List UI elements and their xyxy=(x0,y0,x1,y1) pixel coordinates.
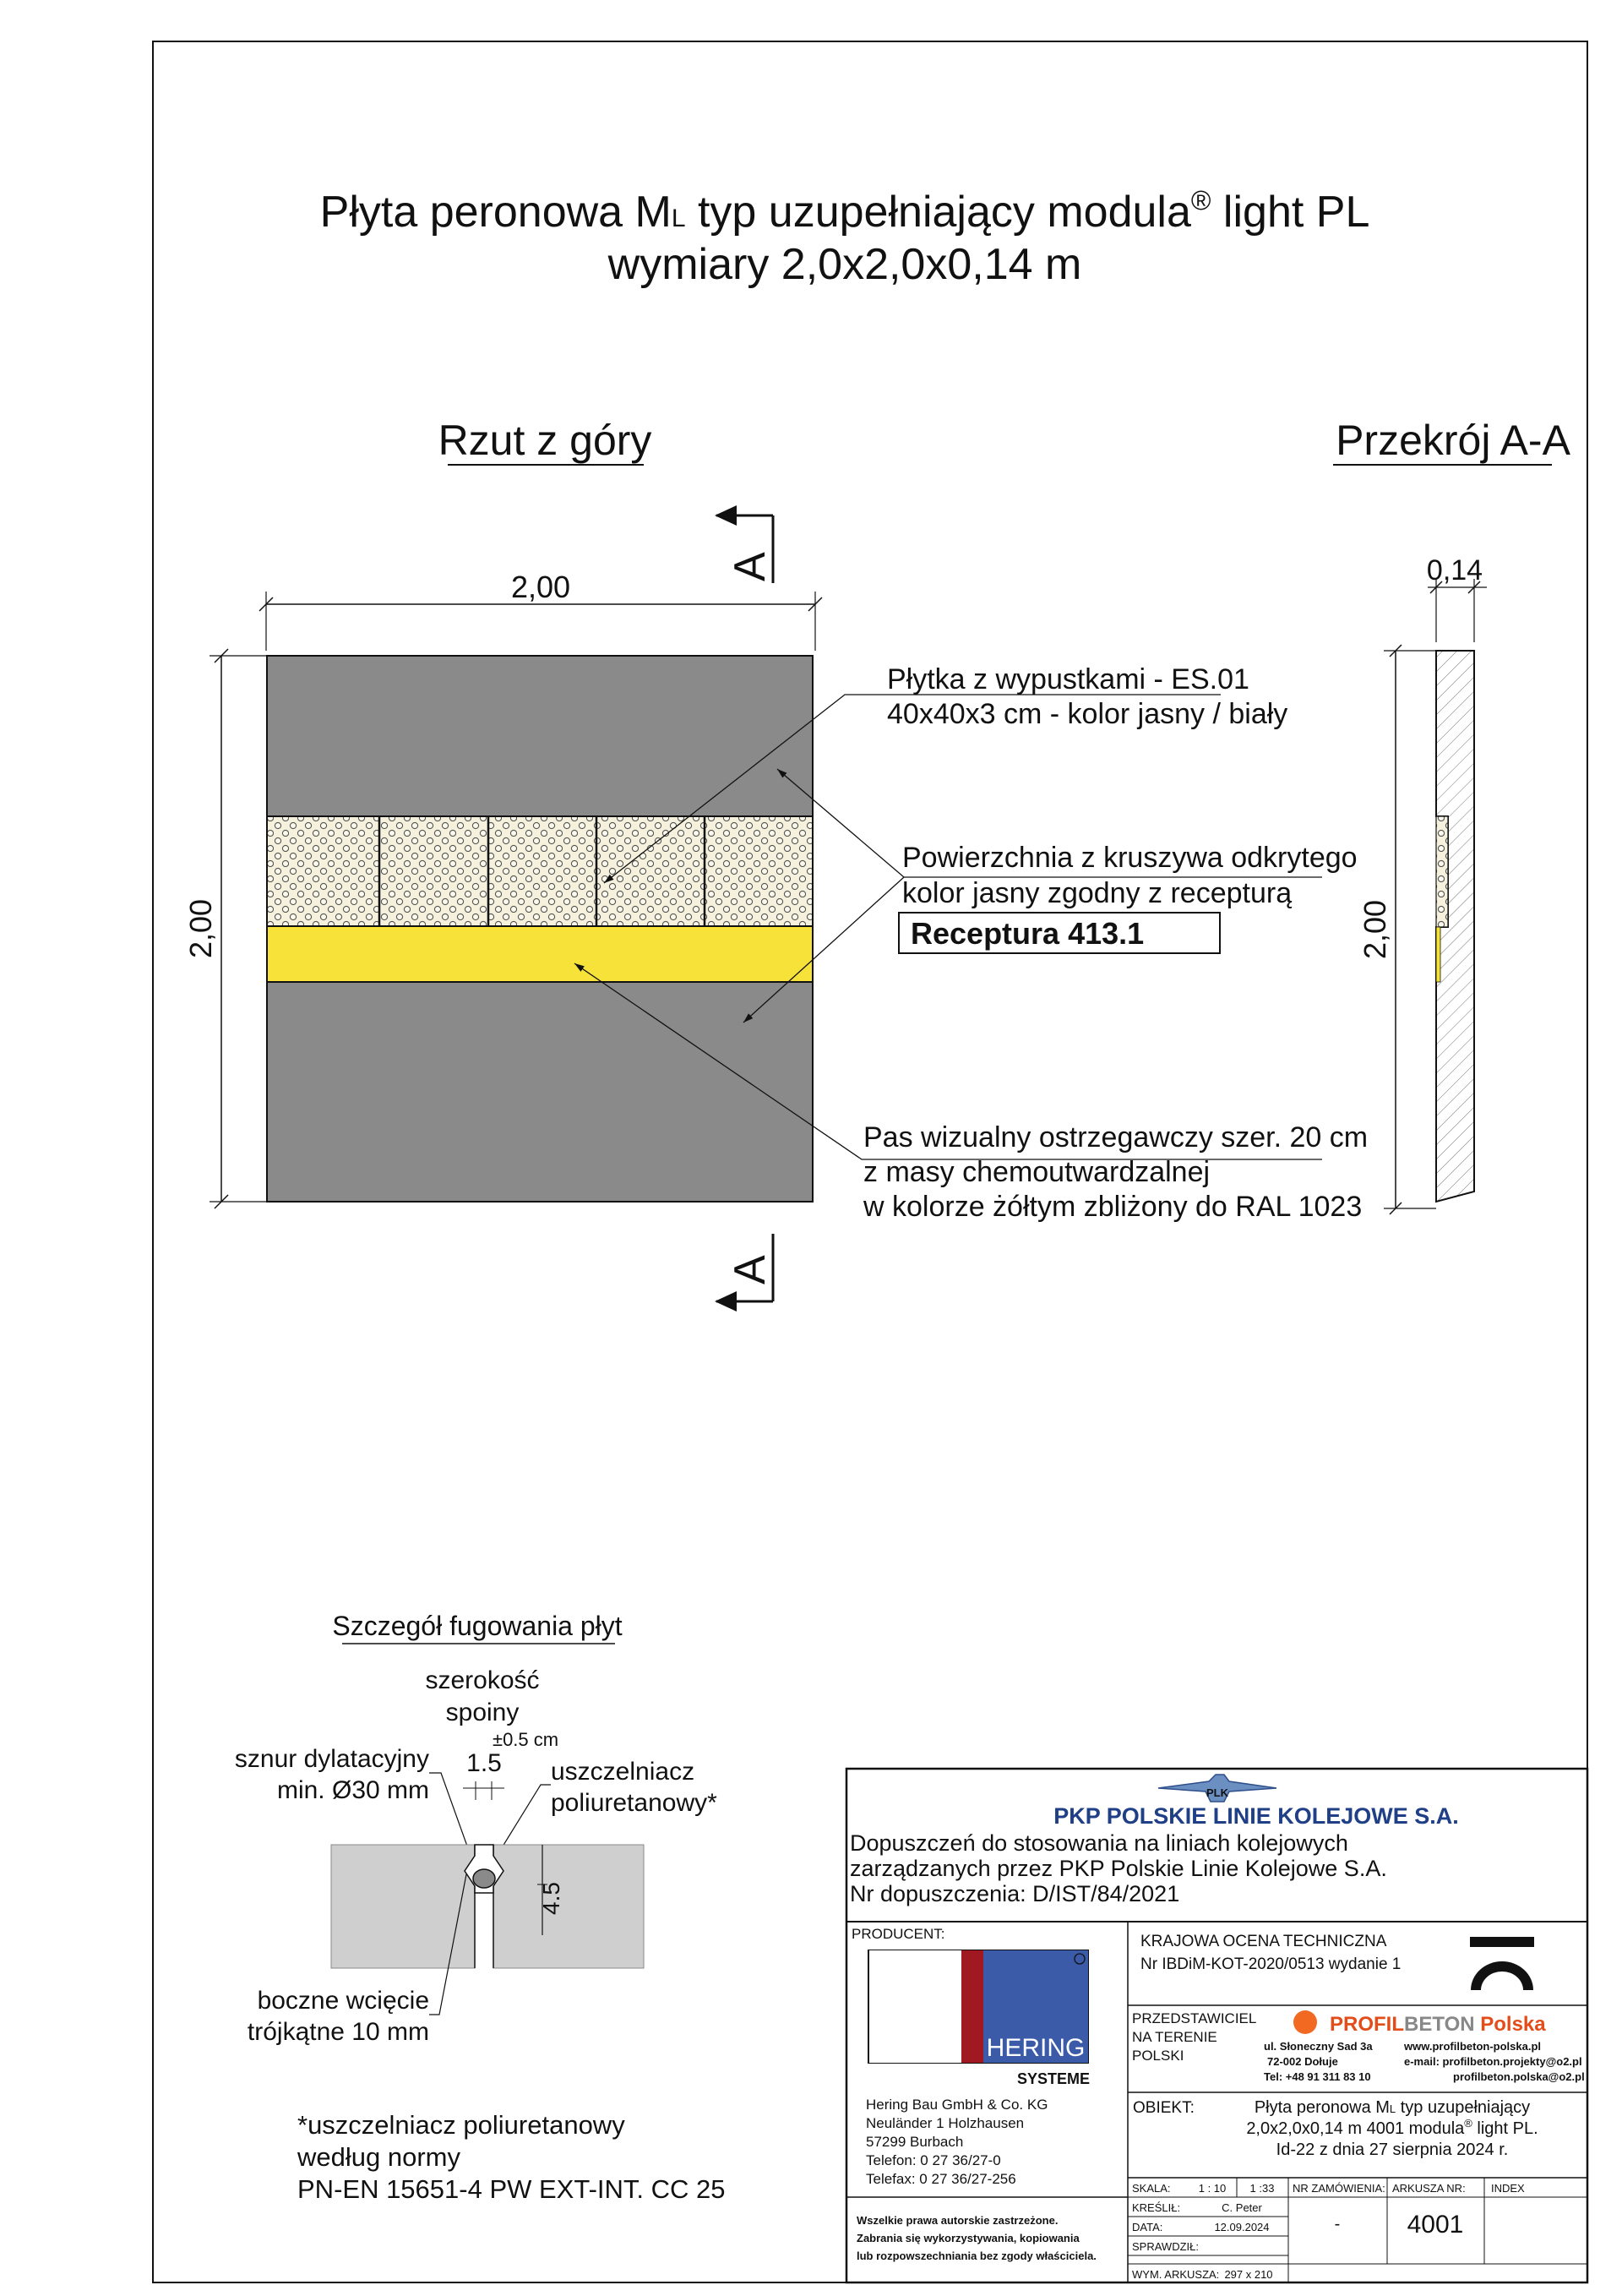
svg-text:DATA:: DATA: xyxy=(1132,2221,1163,2233)
svg-text:profilbeton.polska@o2.pl: profilbeton.polska@o2.pl xyxy=(1453,2070,1585,2083)
svg-text:poliuretanowy*: poliuretanowy* xyxy=(551,1789,717,1817)
svg-text:Pas wizualny ostrzegawczy szer: Pas wizualny ostrzegawczy szer. 20 cm xyxy=(863,1121,1369,1153)
svg-text:1 :33: 1 :33 xyxy=(1249,2182,1275,2195)
kot-logo xyxy=(1461,1925,1546,2001)
svg-text:Płyta peronowa ML typ uzupełni: Płyta peronowa ML typ uzupełniający xyxy=(1254,2098,1531,2117)
svg-text:12.09.2024: 12.09.2024 xyxy=(1214,2221,1270,2233)
svg-text:A: A xyxy=(726,552,775,581)
svg-text:1 : 10: 1 : 10 xyxy=(1198,2182,1227,2195)
svg-text:NR ZAMÓWIENIA:: NR ZAMÓWIENIA: xyxy=(1293,2182,1385,2195)
svg-text:A: A xyxy=(726,1255,775,1284)
svg-text:40x40x3 cm - kolor jasny / bia: 40x40x3 cm - kolor jasny / biały xyxy=(887,698,1288,730)
yellow-warning-stripe xyxy=(267,926,813,982)
svg-text:-: - xyxy=(1334,2215,1341,2233)
svg-text:Płytka z wypustkami - ES.01: Płytka z wypustkami - ES.01 xyxy=(887,663,1249,695)
svg-text:297 x 210: 297 x 210 xyxy=(1224,2268,1273,2281)
svg-text:Szczegół fugowania płyt: Szczegół fugowania płyt xyxy=(332,1611,623,1641)
svg-text:Telefax: 0 27 36/27-256: Telefax: 0 27 36/27-256 xyxy=(866,2171,1016,2187)
svg-text:e-mail: profilbeton.projekty@o: e-mail: profilbeton.projekty@o2.pl xyxy=(1404,2055,1582,2068)
joint-detail xyxy=(235,1611,726,2204)
svg-text:www.profilbeton-polska.pl: www.profilbeton-polska.pl xyxy=(1404,2040,1542,2053)
svg-text:PN-EN 15651-4 PW EXT-INT. CC 2: PN-EN 15651-4 PW EXT-INT. CC 25 xyxy=(297,2174,726,2204)
section-marker-bottom xyxy=(715,1234,775,1312)
svg-text:KREŚLIŁ:: KREŚLIŁ: xyxy=(1132,2201,1181,2214)
section-view-title: Przekrój A-A xyxy=(1336,417,1570,464)
svg-text:z masy chemoutwardzalnej: z masy chemoutwardzalnej xyxy=(863,1156,1211,1188)
svg-text:Hering Bau GmbH & Co. KG: Hering Bau GmbH & Co. KG xyxy=(866,2097,1048,2113)
svg-text:0,14: 0,14 xyxy=(1426,554,1483,586)
svg-text:2,00: 2,00 xyxy=(510,570,571,604)
svg-text:Receptura 413.1: Receptura 413.1 xyxy=(911,916,1145,951)
svg-text:według normy: według normy xyxy=(297,2142,460,2172)
page-title: Płyta peronowa ML typ uzupełniający modula® light PL xyxy=(319,185,1370,237)
svg-text:PRODUCENT:: PRODUCENT: xyxy=(852,1926,945,1942)
svg-text:4.5: 4.5 xyxy=(538,1882,564,1915)
svg-text:Telefon: 0 27 36/27-0: Telefon: 0 27 36/27-0 xyxy=(866,2152,1001,2168)
svg-text:min. Ø30 mm: min. Ø30 mm xyxy=(276,1776,429,1804)
svg-text:ul. Słoneczny Sad 3a: ul. Słoneczny Sad 3a xyxy=(1264,2040,1373,2053)
joint-cord xyxy=(473,1869,495,1888)
svg-text:spoiny: spoiny xyxy=(445,1699,520,1726)
profilbeton-logo xyxy=(1293,2010,1546,2036)
svg-text:NA TERENIE: NA TERENIE xyxy=(1132,2029,1217,2045)
svg-text:57299 Burbach: 57299 Burbach xyxy=(866,2134,964,2150)
svg-text:PROFILBETON Polska: PROFILBETON Polska xyxy=(1330,2013,1546,2036)
svg-text:SKALA:: SKALA: xyxy=(1132,2182,1171,2195)
svg-text:SPRAWDZIŁ:: SPRAWDZIŁ: xyxy=(1132,2240,1199,2253)
svg-text:Tel: +48 91 311 83 10: Tel: +48 91 311 83 10 xyxy=(1264,2070,1371,2083)
svg-text:sznur dylatacyjny: sznur dylatacyjny xyxy=(234,1745,429,1773)
section-marker-top xyxy=(715,505,775,583)
svg-text:zarządzanych przez PKP Polskie: zarządzanych przez PKP Polskie Linie Kolejowe S.A. xyxy=(850,1856,1387,1881)
svg-text:±0.5 cm: ±0.5 cm xyxy=(493,1729,559,1750)
svg-text:INDEX: INDEX xyxy=(1491,2182,1525,2195)
svg-text:1.5: 1.5 xyxy=(466,1749,502,1777)
svg-text:POLSKI: POLSKI xyxy=(1132,2048,1184,2064)
svg-text:szerokość: szerokość xyxy=(425,1666,540,1694)
svg-text:boczne wcięcie: boczne wcięcie xyxy=(257,1987,429,2015)
svg-text:C. Peter: C. Peter xyxy=(1222,2201,1262,2214)
title-block xyxy=(846,1769,1587,2282)
svg-text:uszczelniacz: uszczelniacz xyxy=(551,1758,695,1786)
svg-text:WYM. ARKUSZA:: WYM. ARKUSZA: xyxy=(1132,2268,1220,2281)
svg-text:kolor jasny zgodny z receptur: kolor jasny zgodny z recepturą xyxy=(902,877,1293,909)
svg-text:2,00: 2,00 xyxy=(1358,899,1392,960)
svg-text:PRZEDSTAWICIEL: PRZEDSTAWICIEL xyxy=(1132,2010,1257,2026)
plate-gray-bottom xyxy=(267,982,813,1202)
svg-text:Zabrania się wykorzystywania,: Zabrania się wykorzystywania, kopiowania xyxy=(857,2232,1080,2244)
plate-top-view xyxy=(267,656,813,1202)
svg-text:Powierzchnia z kruszywa odkryt: Powierzchnia z kruszywa odkrytego xyxy=(902,842,1358,874)
svg-text:Neuländer 1 Holzhausen: Neuländer 1 Holzhausen xyxy=(866,2115,1025,2131)
svg-text:Wszelkie prawa autorskie zastr: Wszelkie prawa autorskie zastrzeżone. xyxy=(857,2214,1059,2227)
svg-text:*uszczelniacz poliuretanowy: *uszczelniacz poliuretanowy xyxy=(297,2110,625,2140)
svg-text:Nr dopuszczenia: D/IST/84/202: Nr dopuszczenia: D/IST/84/2021 xyxy=(850,1881,1180,1906)
annotation-stripe xyxy=(863,1121,1368,1223)
svg-text:2,0x2,0x0,14 m 4001 modula® li: 2,0x2,0x0,14 m 4001 modula® light PL. xyxy=(1246,2117,1538,2138)
svg-text:trójkątne 10 mm: trójkątne 10 mm xyxy=(247,2018,429,2046)
svg-text:2,00: 2,00 xyxy=(183,898,218,959)
svg-text:Dopuszczeń do stosowania na li: Dopuszczeń do stosowania na liniach kolejowych xyxy=(850,1830,1348,1856)
hering-logo xyxy=(868,1950,1088,2063)
svg-text:ARKUSZA NR:: ARKUSZA NR: xyxy=(1392,2182,1466,2195)
svg-text:KRAJOWA OCENA TECHNICZNA: KRAJOWA OCENA TECHNICZNA xyxy=(1140,1933,1387,1950)
svg-text:w kolorze żółtym zbliżony do R: w kolorze żółtym zbliżony do RAL 1023 xyxy=(863,1191,1363,1223)
joint-slab-right xyxy=(493,1845,644,1968)
plate-gray-top xyxy=(267,656,813,816)
svg-text:lub rozpowszechniania bez zgod: lub rozpowszechniania bez zgody właściciela. xyxy=(857,2250,1097,2262)
section-tile xyxy=(1436,816,1448,927)
section-stripe xyxy=(1436,927,1440,982)
annotation-tile xyxy=(887,663,1287,730)
svg-text:OBIEKT:: OBIEKT: xyxy=(1133,2099,1195,2117)
top-view-title: Rzut z góry xyxy=(438,417,652,464)
section-view xyxy=(1358,554,1487,1214)
svg-text:Id-22 z dnia 27 sierpnia 2024: Id-22 z dnia 27 sierpnia 2024 r. xyxy=(1276,2141,1509,2159)
joint-slab-left xyxy=(331,1845,475,1968)
svg-text:HERING: HERING xyxy=(986,2034,1086,2062)
svg-text:Nr IBDiM-KOT-2020/0513 wydanie: Nr IBDiM-KOT-2020/0513 wydanie 1 xyxy=(1140,1955,1402,1973)
svg-text:PLK: PLK xyxy=(1206,1786,1228,1799)
tactile-tiles-row xyxy=(267,816,813,926)
svg-text:SYSTEME: SYSTEME xyxy=(1016,2070,1090,2087)
svg-text:4001: 4001 xyxy=(1407,2211,1464,2239)
pkp-name: PKP POLSKIE LINIE KOLEJOWE S.A. xyxy=(1053,1803,1459,1829)
annotation-surface xyxy=(899,842,1358,953)
height-dimension xyxy=(183,649,266,1208)
page-subtitle: wymiary 2,0x2,0x0,14 m xyxy=(607,240,1082,289)
svg-text:72-002 Dołuje: 72-002 Dołuje xyxy=(1267,2055,1338,2068)
